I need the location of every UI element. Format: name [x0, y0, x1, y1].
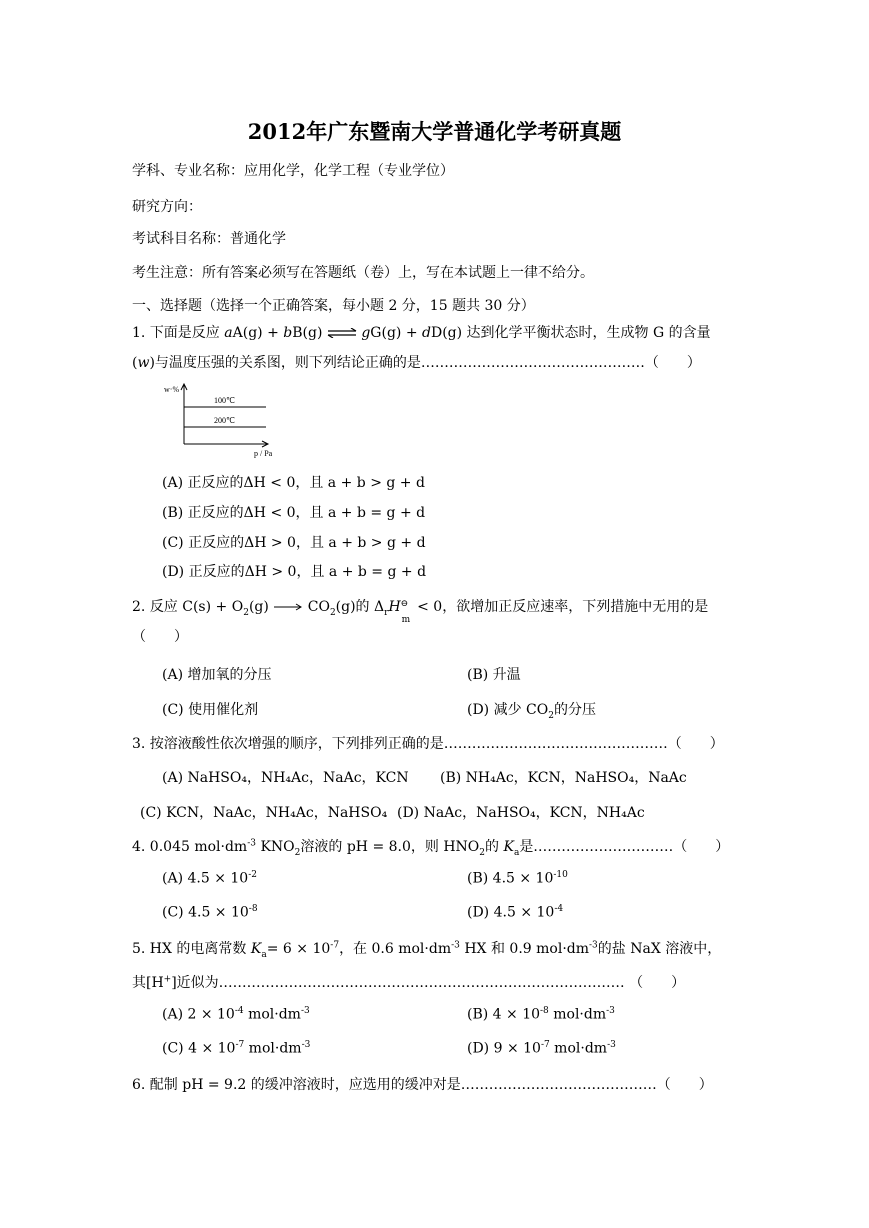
question-6-line: 6. 配制 pH = 9.2 的缓冲溶液时，应选用的缓冲对是……………………………………（ ） — [132, 1077, 713, 1093]
x-axis-label: p / Pa — [254, 449, 273, 458]
q3-option-d: (D) NaAc，NaHSO₄，KCN，NH₄Ac — [397, 805, 645, 821]
q1-option-d: (D) 正反应的ΔH > 0，且 a + b = g + d — [162, 564, 427, 580]
q4-option-d: (D) $4.5 \times 10^{-4}$ — [467, 904, 564, 921]
q2-option-c: (C) 使用催化剂 — [162, 702, 259, 718]
subject-line: 学科、专业名称：应用化学，化学工程（专业学位） — [132, 163, 454, 179]
section-heading: 一、选择题（选择一个正确答案，每小题 2 分，15 题共 30 分） — [132, 298, 535, 314]
exam-name-line: 考试科目名称：普通化学 — [132, 231, 286, 247]
question-3-line: 3. 按溶液酸性依次增强的顺序，下列排列正确的是…………………………………………（ ） — [132, 736, 724, 752]
page-title: 2012年广东暨南大学普通化学考研真题 — [247, 119, 622, 144]
question-2-line-2: （ ） — [132, 629, 188, 645]
q5-option-b: (B) $4 \times 10^{-8}$ $mol\cdot dm^{-3}$ — [467, 1006, 615, 1023]
question-5-line-2: 其[H+]近似为…………………………………………………………………………… （ ） — [132, 974, 686, 991]
q5-option-d: (D) $9 \times 10^{-7}$ $mol\cdot dm^{-3}$ — [467, 1040, 616, 1057]
question-5-line-1: 5. HX 的电离常数 $K_a= 6 \times 10^{-7}$，在 0.6 $mol\cdot dm^{-3}$ HX 和 0.9 $mol\cdot dm^{-3}$的盐 NaX 溶液中， — [132, 940, 722, 960]
standard-state-icon: ⊖ — [400, 599, 409, 609]
q3-option-b: (B) NH₄Ac，KCN，NaHSO₄，NaAc — [440, 770, 687, 786]
question-2-line-1: 2. 反应 $C(s) + O_2(g)$ $CO_2(g)$的 $\Delta_rH$ ⊖ m < 0，欲增加正反应速率，下列措施中无用的是 — [132, 599, 709, 625]
q1-option-a: (A) 正反应的ΔH < 0，且 a + b > g + d — [162, 475, 425, 491]
equilibrium-arrow-icon — [327, 328, 357, 338]
question-1-line-2: (w)与温度压强的关系图，则下列结论正确的是…………………………………………（ ） — [132, 355, 701, 371]
q1-option-b: (B) 正反应的ΔH < 0，且 a + b = g + d — [162, 505, 426, 521]
notice-line: 考生注意：所有答案必须写在答题纸（卷）上，写在本试题上一律不给分。 — [132, 265, 594, 281]
q2-option-a: (A) 增加氧的分压 — [162, 667, 272, 683]
q4-option-c: (C) $4.5 \times 10^{-8}$ — [162, 904, 258, 921]
q5-option-a: (A) $2 \times 10^{-4}$ $mol\cdot dm^{-3}$ — [162, 1006, 310, 1023]
q1-option-c: (C) 正反应的ΔH > 0，且 a + b > g + d — [162, 535, 426, 551]
line-100c-label: 100℃ — [214, 396, 235, 405]
w-pressure-chart — [162, 381, 282, 461]
question-4-line: 4. 0.045 $mol\cdot dm^{-3}$ $KNO_2$溶液的 pH = 8.0，则 $HNO_2$的 $K_a$是…………………………（ ） — [132, 838, 730, 858]
q3-option-c: (C) KCN，NaAc，NH₄Ac，NaHSO₄ — [140, 805, 388, 821]
q3-option-a: (A) NaHSO₄，NH₄Ac，NaAc，KCN — [162, 770, 409, 786]
q4-option-a: (A) $4.5 \times 10^{-2}$ — [162, 870, 257, 887]
reaction-arrow-icon — [273, 603, 303, 611]
q4-option-b: (B) $4.5 \times 10^{-10}$ — [467, 870, 568, 887]
y-axis-label: w·% — [164, 385, 180, 394]
q5-option-c: (C) $4 \times 10^{-7}$ $mol\cdot dm^{-3}$ — [162, 1040, 311, 1057]
question-1-line-1: 1. 下面是反应 aA(g) + bB(g) gG(g) + dD(g) 达到化学平衡状态时，生成物 G 的含量 — [132, 325, 711, 341]
line-200c-label: 200℃ — [214, 416, 235, 425]
direction-line: 研究方向： — [132, 199, 202, 215]
q2-option-b: (B) 升温 — [467, 667, 521, 683]
q2-option-d: (D) 减少 $CO_2$的分压 — [467, 702, 596, 721]
